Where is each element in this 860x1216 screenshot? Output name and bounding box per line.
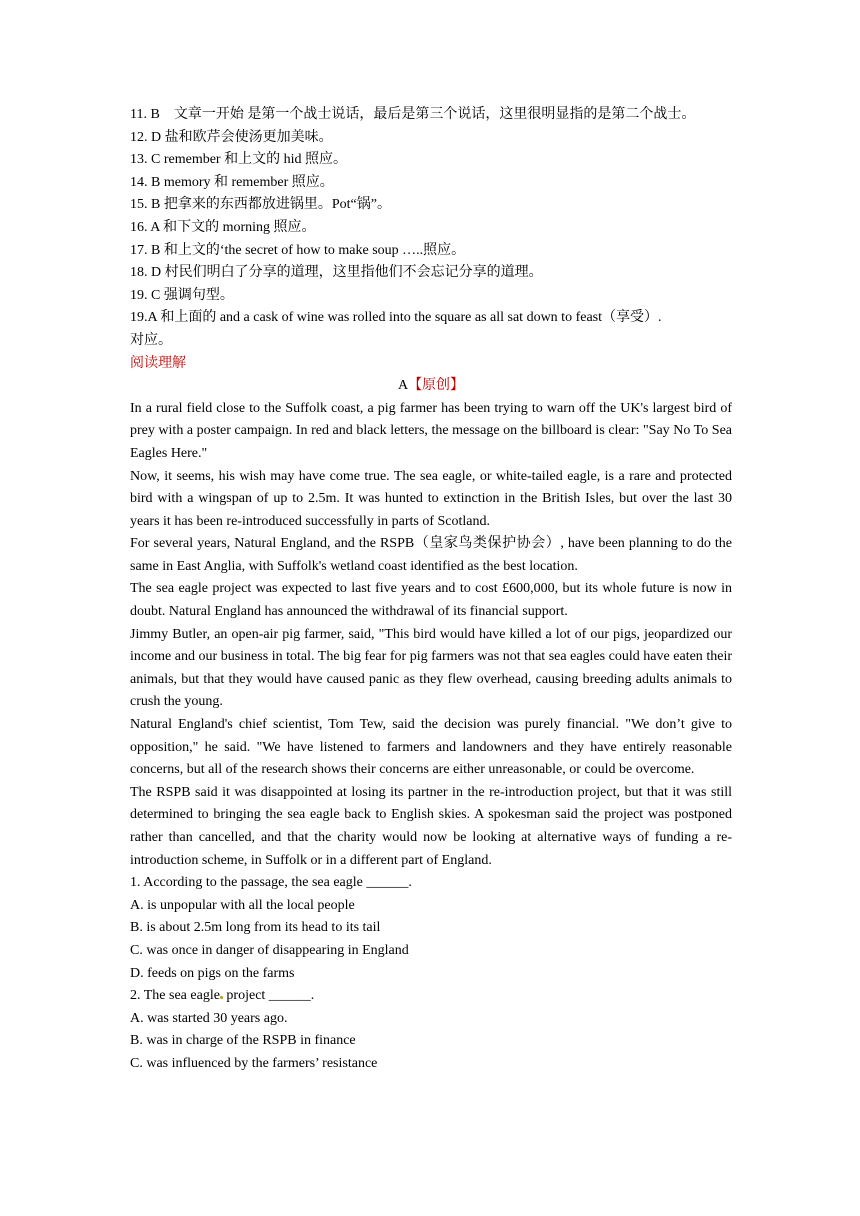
passage-paragraph: The RSPB said it was disappointed at losing its partner in the re-introduction project, but that it was still determined to bringing the sea eagle back to English skies. A spokesman said the project was postponed rather than cancelled, and that the charity would now be looking at alternative ways of funding a re-introduction scheme, in Suffolk or in a different part of England. xyxy=(130,784,732,868)
question-option: B. is about 2.5m long from its head to its tail xyxy=(130,920,381,936)
passage-paragraph: For several years, Natural England, and the RSPB（皇家鸟类保护协会）, have been planning to do the same in East Anglia, with Suffolk's wetland coast identified as the best location. xyxy=(130,536,732,574)
passage-title xyxy=(130,375,732,398)
question-stem xyxy=(130,985,732,1008)
passage-paragraph: Jimmy Butler, an open-air pig farmer, said, "This bird would have killed a lot of our pigs, jeopardized our income and our business in total. The big fear for pig farmers was not that sea eagles could have eaten their animals, but that they would have caused panic as they flew overhead, causing breeding adults animals to crush the young. xyxy=(130,626,732,710)
question-option: D. feeds on pigs on the farms xyxy=(130,965,295,981)
answer-line: 19.A 和上面的 and a cask of wine was rolled into the square as all sat down to feast（享受）. xyxy=(130,310,662,326)
passage-letter: A xyxy=(397,378,409,394)
passage-paragraph: The sea eagle project was expected to last five years and to cost £600,000, but its whole future is now in doubt. Natural England has announced the withdrawal of its financial support. xyxy=(130,581,732,620)
passage-paragraph: Now, it seems, his wish may have come true. The sea eagle, or white-tailed eagle, is a rare and protected bird with a wingspan of up to 2.5m. It was hunted to extinction in the British Isles, but over the last 30 years it has been re-introduced successfully in parts of Scotland. xyxy=(130,468,732,529)
passage-tag: 【原创】 xyxy=(408,378,465,394)
answer-line: 11. B 文章一开始 是第一个战士说话，最后是第三个说话，这里很明显指的是第二个战士。 xyxy=(130,107,696,122)
question-option: C. was influenced by the farmers’ resistance xyxy=(130,1055,378,1071)
answer-line: 12. D 盐和欧芹会使汤更加美味。 xyxy=(130,129,333,145)
question-option: C. was once in danger of disappearing in England xyxy=(130,942,409,958)
question-option: A. is unpopular with all the local people xyxy=(130,897,355,913)
question-option: B. was in charge of the RSPB in finance xyxy=(130,1033,356,1049)
question-option: A. was started 30 years ago. xyxy=(130,1010,288,1026)
passage-paragraph: Natural England's chief scientist, Tom Tew, said the decision was purely financial. "We don’t give to opposition," he said. "We have listened to farmers and landowners and they have entirely reasonable concerns, but all of the research shows their concerns are either unreasonable, or could be overcome. xyxy=(130,717,732,778)
answer-line: 13. C remember 和上文的 hid 照应。 xyxy=(130,152,347,168)
answer-line: 15. B 把拿来的东西都放进锅里。Pot“锅”。 xyxy=(130,197,391,213)
passage-body xyxy=(130,398,732,872)
section-heading: 阅读理解 xyxy=(130,355,186,371)
answer-line: 19. C 强调句型。 xyxy=(130,287,234,303)
answer-line: 16. A 和下文的 morning 照应。 xyxy=(130,219,316,235)
question-2 xyxy=(130,985,732,1075)
question-stem-part: 2. The sea eagle xyxy=(130,988,220,1004)
answer-line: 14. B memory 和 remember 照应。 xyxy=(130,174,334,190)
page-content xyxy=(130,104,732,1076)
answer-line: 18. D 村民们明白了分享的道理，这里指他们不会忘记分享的道理。 xyxy=(130,265,543,281)
question-stem: 1. According to the passage, the sea eagle ______. xyxy=(130,875,412,891)
answer-line: 17. B 和上文的‘the secret of how to make soup …..照应。 xyxy=(130,242,466,258)
answer-key xyxy=(130,104,732,353)
question-stem-part: project ______. xyxy=(222,988,315,1004)
passage-paragraph: In a rural field close to the Suffolk coast, a pig farmer has been trying to warn off the UK's largest bird of prey with a poster campaign. In red and black letters, the message on the billboard is clear: "Say No To Sea Eagles Here." xyxy=(130,400,732,461)
answer-line: 对应。 xyxy=(130,332,172,348)
question-1 xyxy=(130,872,732,985)
